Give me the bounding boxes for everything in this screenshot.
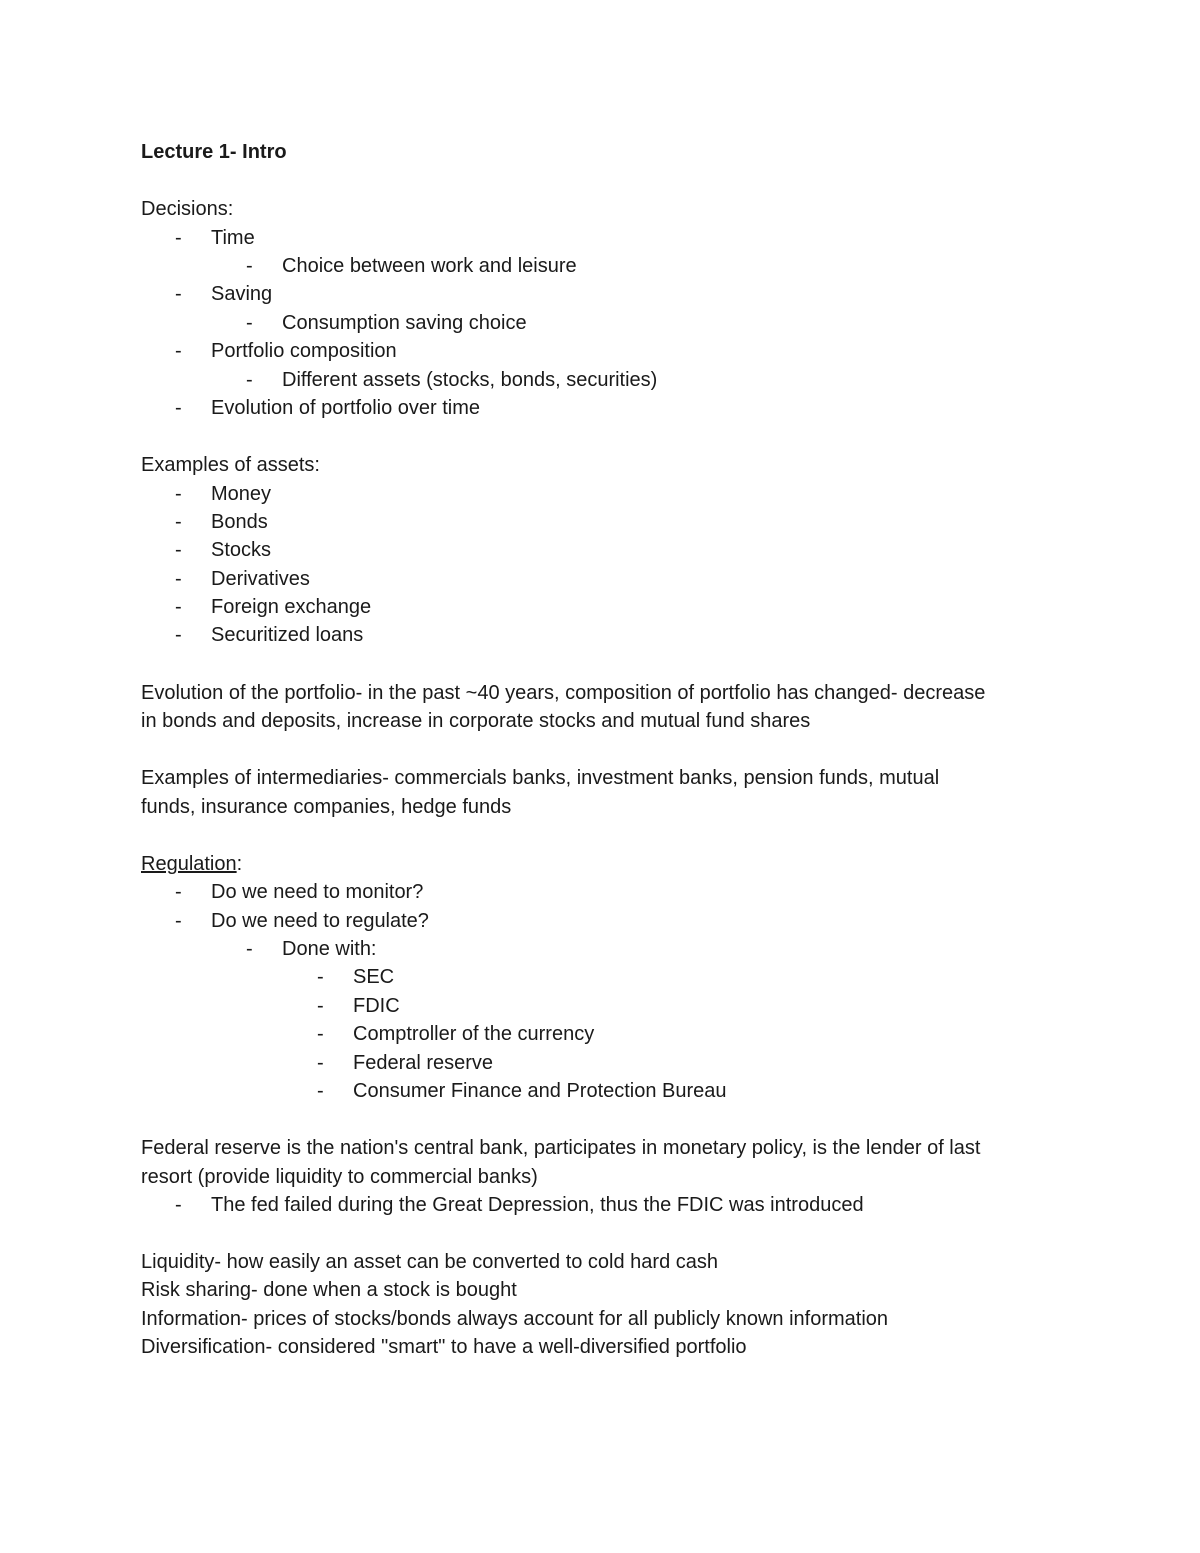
spacer bbox=[141, 735, 1071, 764]
list-item-text: The fed failed during the Great Depression, thus the FDIC was introduced bbox=[211, 1193, 864, 1216]
bullet-dash: - bbox=[317, 1079, 324, 1102]
bullet-dash: - bbox=[246, 368, 253, 391]
list-item bbox=[141, 508, 1071, 536]
bullet-dash: - bbox=[175, 539, 182, 562]
spacer bbox=[141, 650, 1071, 679]
list-item-text: Portfolio composition bbox=[211, 340, 397, 363]
list-item-text: Federal reserve bbox=[353, 1051, 494, 1074]
list-item bbox=[141, 337, 1071, 365]
paragraph-line: funds, insurance companies, hedge funds bbox=[141, 795, 512, 818]
bullet-dash: - bbox=[175, 624, 182, 647]
spacer bbox=[141, 166, 1071, 195]
bullet-dash: - bbox=[175, 567, 182, 590]
list-item-text: Comptroller of the currency bbox=[353, 1023, 595, 1046]
bullet-dash: - bbox=[175, 909, 182, 932]
list-item bbox=[141, 935, 1071, 963]
paragraph-line: Federal reserve is the nation's central bank, participates in monetary policy, is the lender of last bbox=[141, 1137, 981, 1160]
list-item bbox=[141, 280, 1071, 308]
list-item-text: Do we need to monitor? bbox=[211, 881, 424, 904]
spacer bbox=[141, 1105, 1071, 1134]
list-item bbox=[141, 621, 1071, 649]
list-item bbox=[141, 309, 1071, 337]
bullet-dash: - bbox=[246, 937, 253, 960]
list-item-text: Money bbox=[211, 482, 272, 505]
list-item bbox=[141, 252, 1071, 280]
decisions-heading: Decisions: bbox=[141, 198, 234, 221]
list-item-text: Time bbox=[211, 226, 255, 249]
paragraph-line: Evolution of the portfolio- in the past ~40 years, composition of portfolio has changed- decrease bbox=[141, 681, 986, 704]
bullet-dash: - bbox=[175, 881, 182, 904]
document-page bbox=[141, 138, 1071, 1362]
list-item bbox=[141, 593, 1071, 621]
list-item bbox=[141, 536, 1071, 564]
regulation-heading-text: Regulation bbox=[141, 852, 237, 875]
list-item-text: Done with: bbox=[282, 937, 377, 960]
bullet-dash: - bbox=[317, 994, 324, 1017]
definition-line: Liquidity- how easily an asset can be converted to cold hard cash bbox=[141, 1251, 719, 1274]
list-item bbox=[141, 480, 1071, 508]
list-item bbox=[141, 1191, 1071, 1219]
bullet-dash: - bbox=[175, 396, 182, 419]
spacer bbox=[141, 422, 1071, 451]
list-item-text: Consumption saving choice bbox=[282, 311, 527, 334]
list-item bbox=[141, 565, 1071, 593]
bullet-dash: - bbox=[246, 254, 253, 277]
list-item-text: Saving bbox=[211, 283, 273, 306]
list-item bbox=[141, 394, 1071, 422]
spacer bbox=[141, 1219, 1071, 1248]
bullet-dash: - bbox=[175, 283, 182, 306]
list-item bbox=[141, 1020, 1071, 1048]
paragraph-line: Examples of intermediaries- commercials banks, investment banks, pension funds, mutual bbox=[141, 767, 940, 790]
bullet-dash: - bbox=[317, 1051, 324, 1074]
regulation-heading bbox=[141, 850, 1071, 878]
definition-line: Information- prices of stocks/bonds always account for all publicly known information bbox=[141, 1307, 889, 1330]
list-item-text: Foreign exchange bbox=[211, 596, 372, 619]
definition-line: Risk sharing- done when a stock is bought bbox=[141, 1279, 517, 1302]
list-item bbox=[141, 878, 1071, 906]
bullet-dash: - bbox=[175, 1193, 182, 1216]
list-item bbox=[141, 992, 1071, 1020]
list-item bbox=[141, 224, 1071, 252]
list-item bbox=[141, 1049, 1071, 1077]
bullet-dash: - bbox=[175, 510, 182, 533]
paragraph-line: resort (provide liquidity to commercial banks) bbox=[141, 1165, 538, 1188]
list-item bbox=[141, 907, 1071, 935]
spacer bbox=[141, 821, 1071, 850]
bullet-dash: - bbox=[175, 482, 182, 505]
bullet-dash: - bbox=[317, 1023, 324, 1046]
list-item-text: SEC bbox=[353, 966, 395, 989]
list-item-text: Stocks bbox=[211, 539, 272, 562]
list-item-text: Derivatives bbox=[211, 567, 310, 590]
list-item-text: Different assets (stocks, bonds, securities) bbox=[282, 368, 658, 391]
bullet-dash: - bbox=[175, 340, 182, 363]
bullet-dash: - bbox=[175, 226, 182, 249]
list-item-text: Do we need to regulate? bbox=[211, 909, 429, 932]
list-item-text: Evolution of portfolio over time bbox=[211, 396, 481, 419]
bullet-dash: - bbox=[175, 596, 182, 619]
list-item bbox=[141, 366, 1071, 394]
list-item bbox=[141, 1077, 1071, 1105]
list-item bbox=[141, 963, 1071, 991]
assets-heading: Examples of assets: bbox=[141, 454, 320, 477]
definition-line: Diversification- considered "smart" to have a well-diversified portfolio bbox=[141, 1336, 747, 1359]
lecture-title: Lecture 1- Intro bbox=[141, 141, 287, 163]
list-item-text: Securitized loans bbox=[211, 624, 364, 647]
list-item-text: Consumer Finance and Protection Bureau bbox=[353, 1079, 727, 1102]
regulation-heading-colon: : bbox=[236, 852, 243, 875]
bullet-dash: - bbox=[317, 966, 324, 989]
list-item-text: Choice between work and leisure bbox=[282, 254, 577, 277]
bullet-dash: - bbox=[246, 311, 253, 334]
list-item-text: FDIC bbox=[353, 994, 400, 1017]
list-item-text: Bonds bbox=[211, 510, 268, 533]
paragraph-line: in bonds and deposits, increase in corporate stocks and mutual fund shares bbox=[141, 710, 811, 733]
